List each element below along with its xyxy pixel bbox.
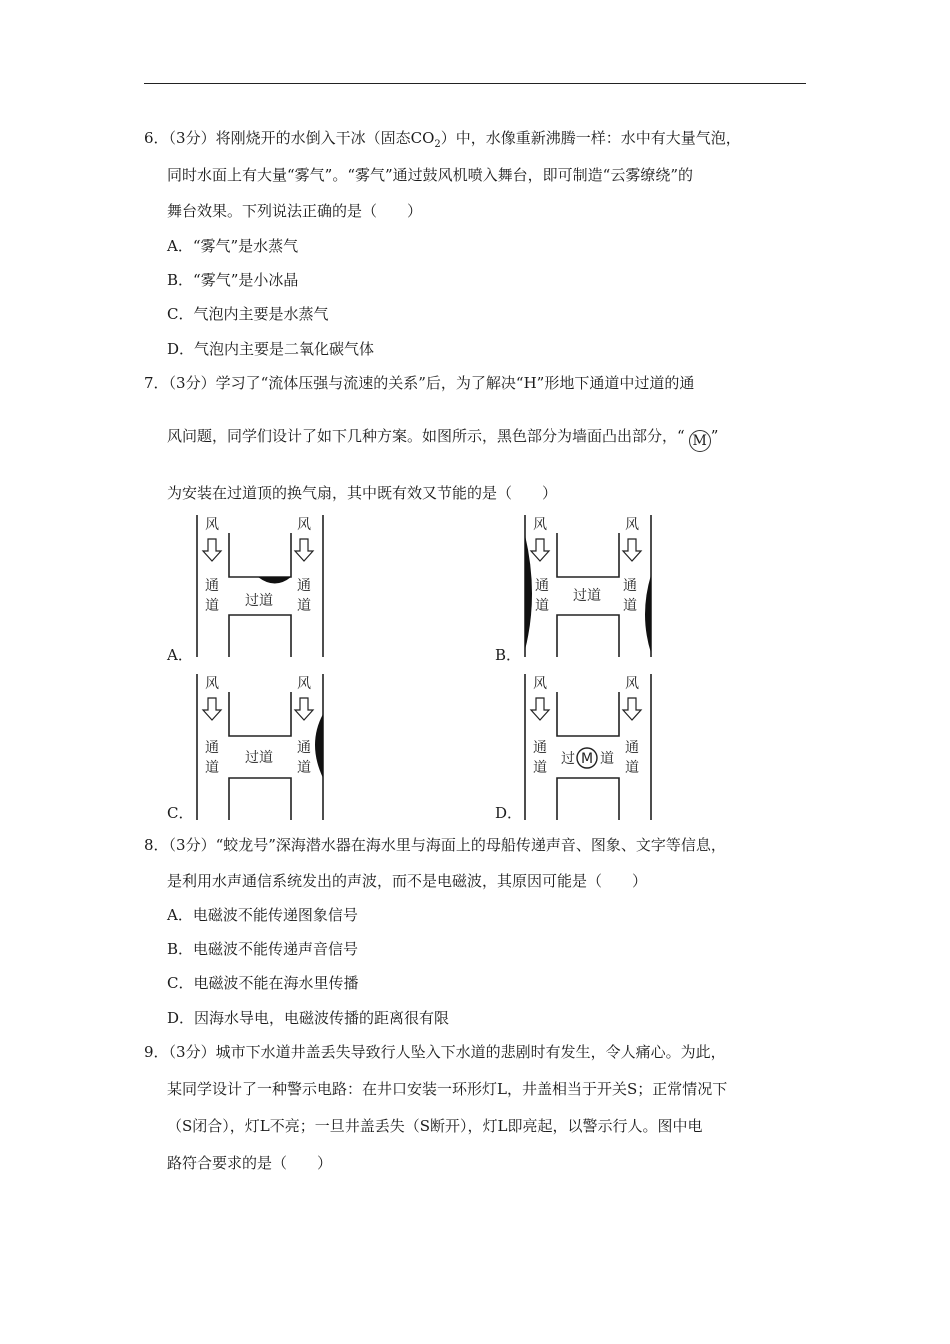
svg-text:道: 道 xyxy=(535,598,549,614)
q7-line-1: 7．（3分）学习了“流体压强与流速的关系”后，为了解决“H”形地下通道中过道的通 xyxy=(144,374,695,392)
q8-option-b: B．电磁波不能传递声音信号 xyxy=(167,940,359,958)
q7-diagram-d xyxy=(523,674,653,820)
q8-option-c: C．电磁波不能在海水里传播 xyxy=(167,974,359,992)
fan-motor-label: M xyxy=(581,751,594,767)
svg-text:风: 风 xyxy=(533,517,547,533)
q7-option-d: D． xyxy=(495,804,523,822)
header-rule xyxy=(144,83,806,84)
q6-line-3: 舞台效果。下列说法正确的是（ ） xyxy=(167,202,423,220)
q7-diagram-c xyxy=(195,674,325,820)
svg-text:道: 道 xyxy=(297,598,311,614)
svg-text:风: 风 xyxy=(297,676,311,692)
svg-text:道: 道 xyxy=(205,760,219,776)
svg-text:道: 道 xyxy=(533,760,547,776)
svg-text:通: 通 xyxy=(623,578,637,594)
q7-diagram-b xyxy=(523,515,653,657)
svg-text:通: 通 xyxy=(297,740,311,756)
wind-label-left: 风 xyxy=(205,517,219,533)
q8-line-2: 是利用水声通信系统发出的声波，而不是电磁波，其原因可能是（ ） xyxy=(167,872,648,890)
q6-option-b: B．“雾气”是小冰晶 xyxy=(167,271,299,289)
svg-text:通: 通 xyxy=(533,740,547,756)
q7-option-c: C． xyxy=(167,804,194,822)
q7-option-b: B． xyxy=(495,646,522,664)
q9-line-4: 路符合要求的是（ ） xyxy=(167,1154,333,1172)
svg-text:道: 道 xyxy=(297,760,311,776)
svg-text:过: 过 xyxy=(561,751,575,767)
q6-line-2: 同时水面上有大量“雾气”。“雾气”通过鼓风机喷入舞台，即可制造“云雾缭绕”的 xyxy=(167,166,694,184)
q9-line-3: （S闭合），灯L不亮；一旦井盖丢失（S断开），灯L即亮起，以警示行人。图中电 xyxy=(167,1117,703,1135)
svg-text:风: 风 xyxy=(625,517,639,533)
svg-text:风: 风 xyxy=(205,676,219,692)
svg-text:通: 通 xyxy=(625,740,639,756)
fan-motor-icon: M xyxy=(689,430,711,452)
q6-option-d: D．气泡内主要是二氧化碳气体 xyxy=(167,340,375,358)
q6-option-c: C．气泡内主要是水蒸气 xyxy=(167,305,329,323)
svg-text:通: 通 xyxy=(535,578,549,594)
svg-text:过道: 过道 xyxy=(245,750,273,766)
q8-line-1: 8．（3分）“蛟龙号”深海潜水器在海水里与海面上的母船传递声音、图象、文字等信息， xyxy=(144,836,726,854)
svg-text:通: 通 xyxy=(297,578,311,594)
q6-line-1: 6．（3分）将刚烧开的水倒入干冰（固态$CO_2$）中，水像重新沸腾一样：水中有大量气泡， xyxy=(144,129,741,150)
wind-label-right: 风 xyxy=(297,517,311,533)
q9-line-1: 9．（3分）城市下水道井盖丢失导致行人坠入下水道的悲剧时有发生，令人痛心。为此， xyxy=(144,1043,726,1061)
svg-text:道: 道 xyxy=(205,598,219,614)
q9-line-2: 某同学设计了一种警示电路：在井口安装一环形灯L，井盖相当于开关S；正常情况下 xyxy=(167,1080,728,1098)
q6-option-a: A．“雾气”是水蒸气 xyxy=(167,237,299,255)
q7-diagram-a xyxy=(195,515,325,657)
svg-text:过道: 过道 xyxy=(245,593,273,609)
svg-text:道: 道 xyxy=(623,598,637,614)
q7-line-2: 风问题，同学们设计了如下几种方案。如图所示，黑色部分为墙面凸出部分，“ M ” xyxy=(167,426,718,452)
svg-text:通: 通 xyxy=(205,740,219,756)
svg-text:风: 风 xyxy=(533,676,547,692)
q7-line-3: 为安装在过道顶的换气扇，其中既有效又节能的是（ ） xyxy=(167,484,558,502)
svg-text:道: 道 xyxy=(625,760,639,776)
svg-text:风: 风 xyxy=(625,676,639,692)
q7-option-a: A． xyxy=(167,646,193,664)
svg-text:道: 道 xyxy=(600,751,614,767)
q8-option-a: A．电磁波不能传递图象信号 xyxy=(167,906,358,924)
q8-option-d: D．因海水导电，电磁波传播的距离很有限 xyxy=(167,1009,450,1027)
svg-text:过道: 过道 xyxy=(573,588,601,604)
svg-text:通: 通 xyxy=(205,578,219,594)
